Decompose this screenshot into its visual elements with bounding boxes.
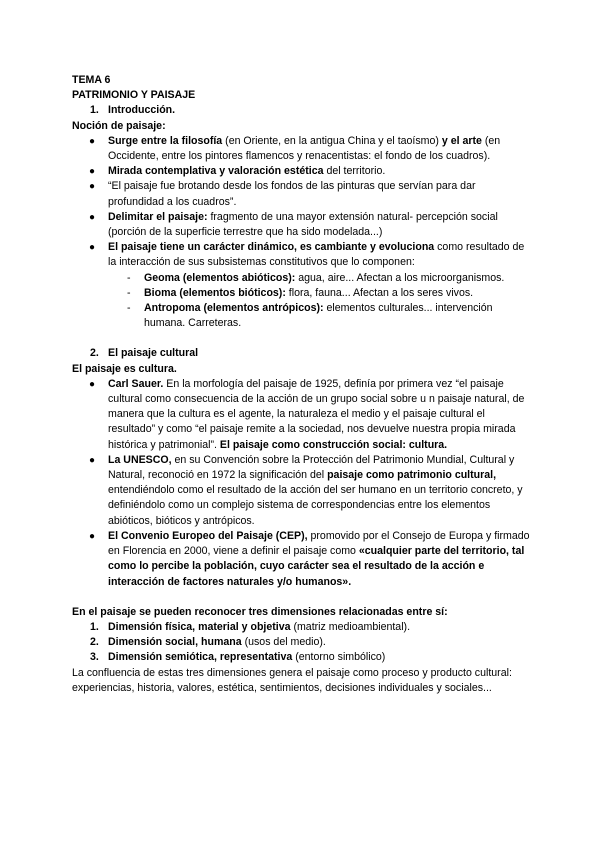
document-title: PATRIMONIO Y PAISAJE — [72, 89, 196, 102]
document-page — [72, 73, 534, 696]
bullet-icon: ● — [89, 181, 96, 193]
sub-list-item: - Antropoma (elementos antrópicos): elementos culturales... intervención humana. Carreteras. — [127, 302, 493, 330]
dimensions-heading: En el paisaje se pueden reconocer tres dimensiones relacionadas entre sí: — [72, 605, 448, 618]
bullet-icon: ● — [89, 211, 96, 223]
tema-label: TEMA 6 — [72, 74, 111, 86]
bullet-icon: ● — [89, 378, 96, 390]
section-1-heading: 1. Introducción. — [90, 104, 176, 117]
conclusion-paragraph: La confluencia de estas tres dimensiones genera el paisaje como proceso y producto cultural: experiencias, historia, valores, estética, sentimientos, decisiones individuales y sociales... — [72, 666, 512, 694]
dimension-item: 2. Dimensión social, humana (usos del medio). — [90, 636, 326, 649]
bullet-icon: ● — [89, 530, 96, 542]
bullet-icon: ● — [89, 166, 96, 178]
list-item: ● El paisaje tiene un carácter dinámico, es cambiante y evoluciona como resultado de la interacción de sus subsistemas constitutivos que lo componen: — [89, 241, 525, 269]
list-item: ● Delimitar el paisaje: fragmento de una mayor extensión natural- percepción social (porción de la superficie terrestre que ha sido modelada...) — [89, 210, 498, 239]
section-1-subheading: Noción de paisaje: — [72, 119, 166, 132]
bullet-icon: ● — [89, 242, 96, 254]
list-item: ● “El paisaje fue brotando desde los fondos de las pinturas que servían para dar profundidad a los cuadros”. — [89, 180, 476, 208]
dimension-item: 3. Dimensión semiótica, representativa (entorno simbólico) — [90, 651, 386, 664]
list-item: ● La UNESCO, en su Convención sobre la Protección del Patrimonio Mundial, Cultural y Natural, reconoció en 1972 la significación del paisaje como patrimonio cultural, entendiéndolo como el resultado de la acción del ser humano en un territorio concreto, y definiéndolo como un complejo sistema de correspondencias entre los elementos abióticos, bióticos y antrópicos. — [89, 453, 523, 527]
dimension-item: 1. Dimensión física, material y objetiva (matriz medioambiental). — [90, 620, 411, 633]
sub-list-item: - Bioma (elementos bióticos): flora, fauna... Afectan a los seres vivos. — [72, 286, 534, 301]
section-2-heading: 2. El paisaje cultural — [90, 347, 199, 360]
section-2-subheading: El paisaje es cultura. — [72, 362, 177, 375]
list-item: ● Mirada contemplativa y valoración estética del territorio. — [72, 164, 534, 179]
dash-icon: - — [127, 286, 131, 299]
bullet-icon: ● — [89, 135, 96, 147]
list-item: ● Surge entre la filosofía (en Oriente, en la antigua China y el taoísmo) y el arte (en Occidente, entre los pintores flamencos y renacentistas: el fondo de los cuadros). — [89, 134, 501, 163]
sub-list-item: - Geoma (elementos abióticos): agua, aire... Afectan a los microorganismos. — [72, 271, 534, 286]
bullet-icon: ● — [89, 454, 96, 466]
dash-icon: - — [127, 302, 131, 315]
list-item: ● El Convenio Europeo del Paisaje (CEP), promovido por el Consejo de Europa y firmado en Florencia en 2000, viene a definir el paisaje como «cualquier parte del territorio, tal como lo percibe la población, cuyo carácter sea el resultado de la acción e interacción de factores naturales y/o humanos». — [89, 529, 530, 588]
dash-icon: - — [127, 271, 131, 284]
list-item: ● Carl Sauer. En la morfología del paisaje de 1925, definía por primera vez “el paisaje cultural como consecuencia de la acción de un grupo social sobre u n paisaje natural, de manera que la cultura es el agente, la naturaleza el medio y el paisaje cultural el resultado” y como “el paisaje remite a la sociedad, nos devuelve nuestra propia mirada histórica y patrimonial”. El paisaje como construcción social: cultura. — [89, 377, 525, 451]
